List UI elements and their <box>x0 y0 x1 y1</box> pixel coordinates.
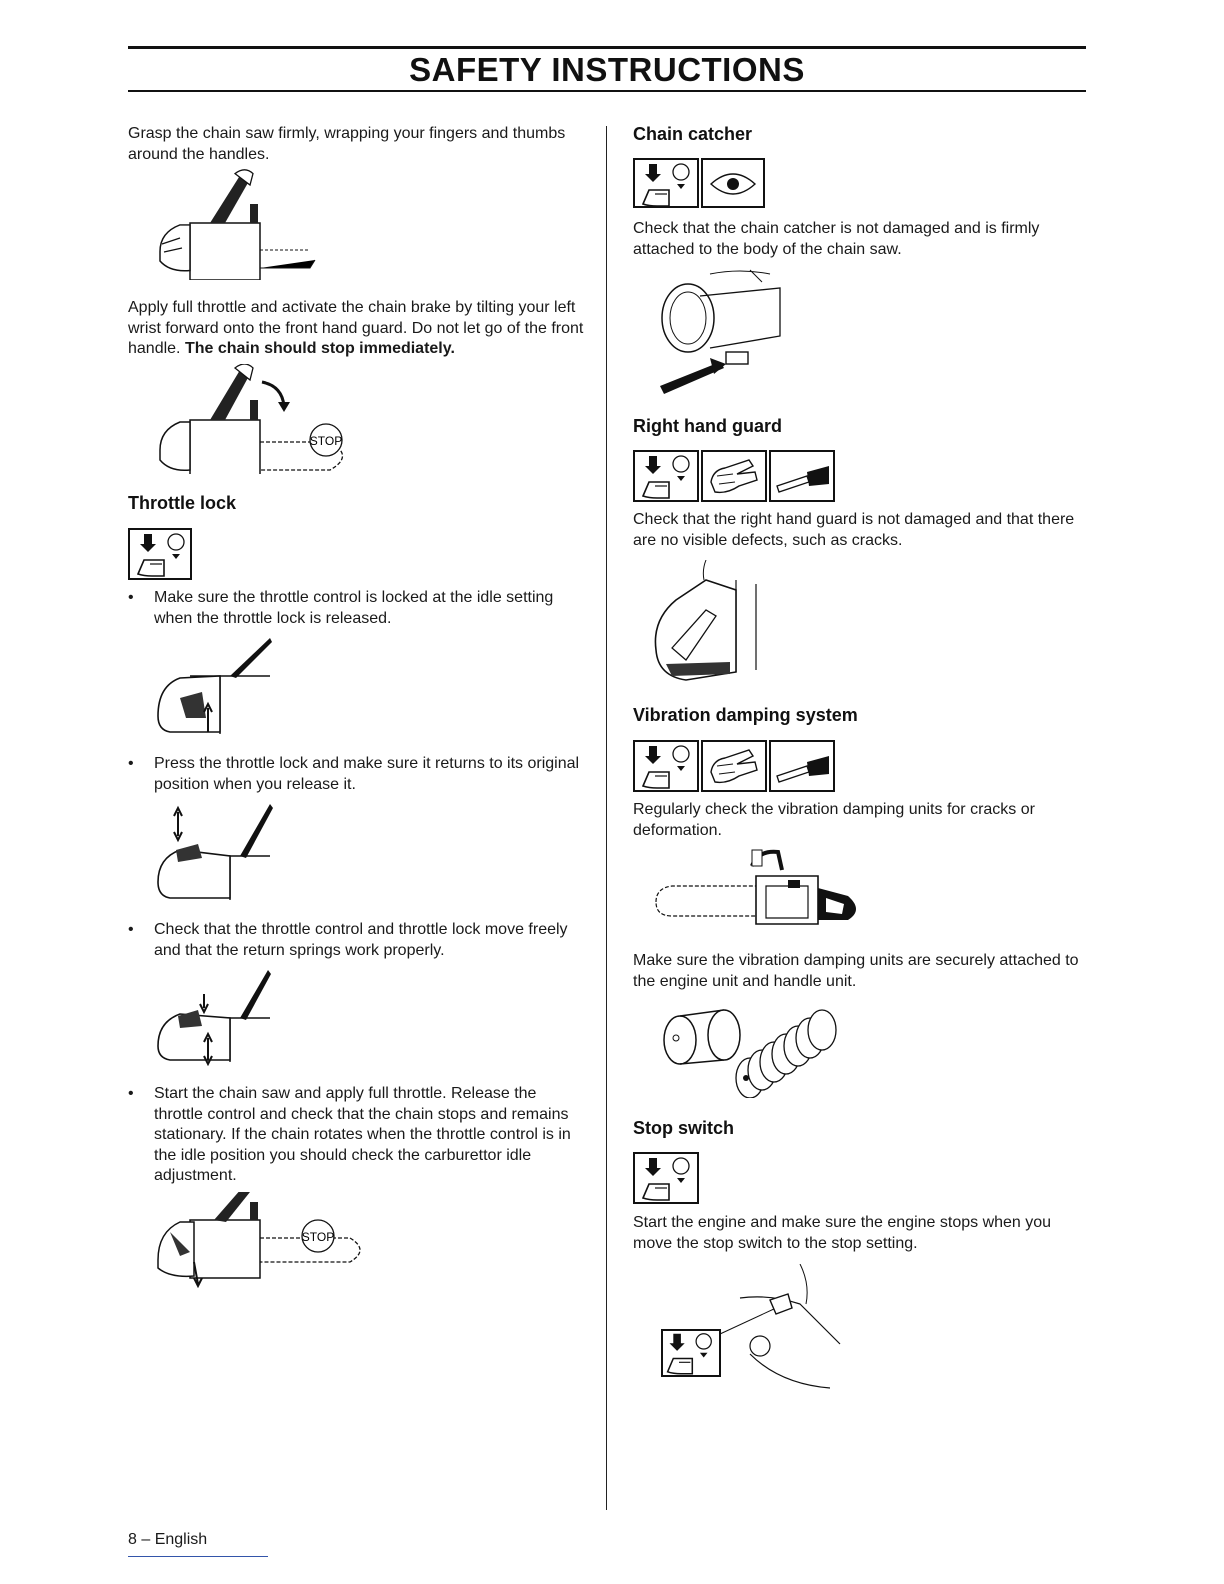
check-symbol-box <box>633 450 699 502</box>
vibration-text-2: Make sure the vibration damping units are securely attached to the engine unit and handle unit. <box>633 952 1079 990</box>
footer-rule <box>128 1556 268 1557</box>
stop-engine-icon <box>635 160 697 206</box>
chain-brake-emphasis: The chain should stop immediately. <box>184 340 455 357</box>
chain-catcher-text: Check that the chain catcher is not damaged and is firmly attached to the body of the chain saw. <box>633 220 1040 258</box>
bullet-text: Start the chain saw and apply full throttle. Release the throttle control and check that the chain stops and remains stationary. If the chain rotates when the throttle control is in the idle position you should check the carburettor idle adjustment. <box>154 1085 571 1184</box>
page-footer: 8 – English <box>128 1531 208 1548</box>
stop-engine-icon <box>130 530 190 578</box>
throttle-free-illustration <box>150 966 280 1066</box>
stop-engine-icon <box>635 742 697 790</box>
stop-switch-heading: Stop switch <box>633 1118 735 1138</box>
chain-catcher-heading: Chain catcher <box>633 124 753 144</box>
hand-guard-illustration <box>646 560 776 686</box>
check-symbol-box <box>128 528 192 580</box>
chain-catcher-illustration <box>650 266 800 396</box>
right-hand-guard-heading: Right hand guard <box>633 416 782 436</box>
bullet-dot: • <box>128 589 134 606</box>
bullet-item <box>128 1084 584 1188</box>
vibration-heading: Vibration damping system <box>633 705 858 725</box>
bullet-text: Check that the throttle control and throttle lock move freely and that the return springs work properly. <box>154 921 568 959</box>
stop-label-2: STOP <box>301 1230 335 1244</box>
stop-engine-icon <box>635 1154 697 1202</box>
stop-switch-text: Start the engine and make sure the engine stops when you move the stop switch to the stop setting. <box>633 1214 1052 1252</box>
intro-paragraph: Grasp the chain saw firmly, wrapping your fingers and thumbs around the handles. <box>128 125 566 163</box>
check-symbol-box <box>769 740 835 792</box>
brush-icon <box>771 452 833 500</box>
throttle-return-illustration <box>150 800 280 902</box>
grip-illustration <box>150 168 320 280</box>
bullet-dot: • <box>128 755 134 772</box>
vibration-text-1: Regularly check the vibration damping units for cracks or deformation. <box>633 801 1035 839</box>
header-rule-bottom <box>128 90 1086 92</box>
glove-icon <box>703 742 765 790</box>
vibration-saw-illustration <box>648 846 868 926</box>
chain-brake-illustration <box>150 364 370 474</box>
glove-icon <box>703 452 765 500</box>
header-rule-top <box>128 46 1086 49</box>
chain-brake-text: Apply full throttle and activate the chain brake by tilting your left wrist forward onto the front hand guard. Do not let go of the front handle. <box>128 299 584 357</box>
right-hand-guard-text: Check that the right hand guard is not damaged and that there are no visible defects, such as cracks. <box>633 511 1075 549</box>
bullet-item <box>128 920 584 962</box>
throttle-lock-heading: Throttle lock <box>128 493 237 513</box>
idle-chain-illustration <box>150 1192 380 1288</box>
check-symbol-box <box>701 740 767 792</box>
eye-icon <box>703 160 763 206</box>
bullet-dot: • <box>128 921 134 938</box>
chain-brake-paragraph <box>128 298 588 360</box>
brush-icon <box>771 742 833 790</box>
page-title: SAFETY INSTRUCTIONS <box>409 51 805 88</box>
damper-illustration <box>650 998 850 1098</box>
check-symbol-box <box>769 450 835 502</box>
bullet-item <box>128 754 584 796</box>
check-symbol-box <box>701 158 765 208</box>
stop-switch-illustration <box>660 1264 850 1390</box>
check-symbol-box <box>633 1152 699 1204</box>
check-symbol-box <box>633 158 699 208</box>
throttle-idle-illustration <box>150 636 280 736</box>
column-divider <box>606 126 607 1510</box>
stop-engine-icon <box>635 452 697 500</box>
stop-label-1: STOP <box>309 434 343 448</box>
bullet-item <box>128 588 584 630</box>
check-symbol-box <box>633 740 699 792</box>
bullet-dot: • <box>128 1085 134 1102</box>
bullet-text: Make sure the throttle control is locked at the idle setting when the throttle lock is released. <box>154 589 554 627</box>
check-symbol-box <box>701 450 767 502</box>
bullet-text: Press the throttle lock and make sure it returns to its original position when you release it. <box>154 755 580 793</box>
